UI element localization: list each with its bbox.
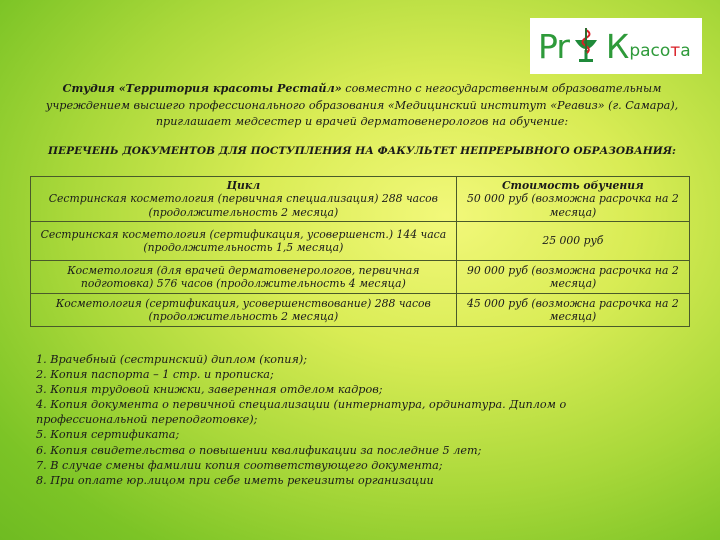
bowl-of-hygieia-icon [571, 26, 601, 66]
list-item: 4. Копия документа о первичной специализации (интернатура, ординатура. Диплом о профессиональной переподготовке); [36, 398, 567, 427]
intro-paragraph [22, 80, 702, 131]
cost-text: 25 000 руб [456, 222, 689, 261]
logo-text-rest: расота [629, 41, 691, 61]
column-header-cycle: Цикл [226, 178, 261, 192]
cycle-text: Косметология (сертификация, усовершенствование) 288 часов (продолжительность 2 месяца) [31, 294, 457, 327]
documents-list-title: ПЕРЕЧЕНЬ ДОКУМЕНТОВ ДЛЯ ПОСТУПЛЕНИЯ НА ФАКУЛЬТЕТ НЕПРЕРЫВНОГО ОБРАЗОВАНИЯ: [48, 145, 676, 157]
list-item: 7. В случае смены фамилии копия соответствующего документа; [36, 458, 443, 472]
cost-text: 90 000 руб (возможна расрочка на 2 месяца) [456, 261, 689, 294]
list-item: 3. Копия трудовой книжки, заверенная отделом кадров; [36, 383, 383, 397]
price-table [30, 176, 690, 327]
list-item: 8. При оплате юр.лицом при себе иметь рекеизиты организации [36, 473, 434, 487]
table-row [31, 222, 690, 261]
list-item: 6. Копия свидетельства о повышении квалификации за последние 5 лет; [36, 443, 482, 457]
table-cell-cycle [31, 177, 457, 222]
column-header-cost: Стоимость обучения [501, 178, 644, 192]
logo-text-pr: Pr [538, 26, 569, 66]
table-header-row [31, 177, 690, 222]
studio-name: Студия «Территория красоты Рестайл» [62, 81, 342, 95]
logo-text-k: К [605, 26, 630, 66]
table-cell-cost [456, 177, 689, 222]
list-item: 5. Копия сертификата; [36, 428, 180, 442]
cost-text: 45 000 руб (возможна расрочка на 2 месяца) [456, 294, 689, 327]
documents-list [36, 352, 656, 488]
cost-text: 50 000 руб (возможна расрочка на 2 месяца) [467, 192, 679, 219]
list-item: 1. Врачебный (сестринский) диплом (копия); [36, 353, 307, 366]
intro-text: совместно с негосударственным образовательным учреждением высшего профессионального образования «Медицинский институт «Реавиз» (г. Самара), приглашает медсестер и врачей дерматовенерологов на обучение: [45, 82, 679, 128]
table-row [31, 261, 690, 294]
brand-logo [530, 18, 702, 74]
table-row [31, 294, 690, 327]
cycle-text: Сестринская косметология (сертификация, усовершенст.) 144 часа (продолжительность 1,5 месяца) [31, 222, 457, 261]
cycle-text: Сестринская косметология (первичная специализация) 288 часов (продолжительность 2 месяца) [48, 192, 438, 219]
cycle-text: Косметология (для врачей дерматовенерологов, первичная подготовка) 576 часов (продолжительность 4 месяца) [31, 261, 457, 294]
list-item: 2. Копия паспорта – 1 стр. и прописка; [36, 368, 274, 382]
